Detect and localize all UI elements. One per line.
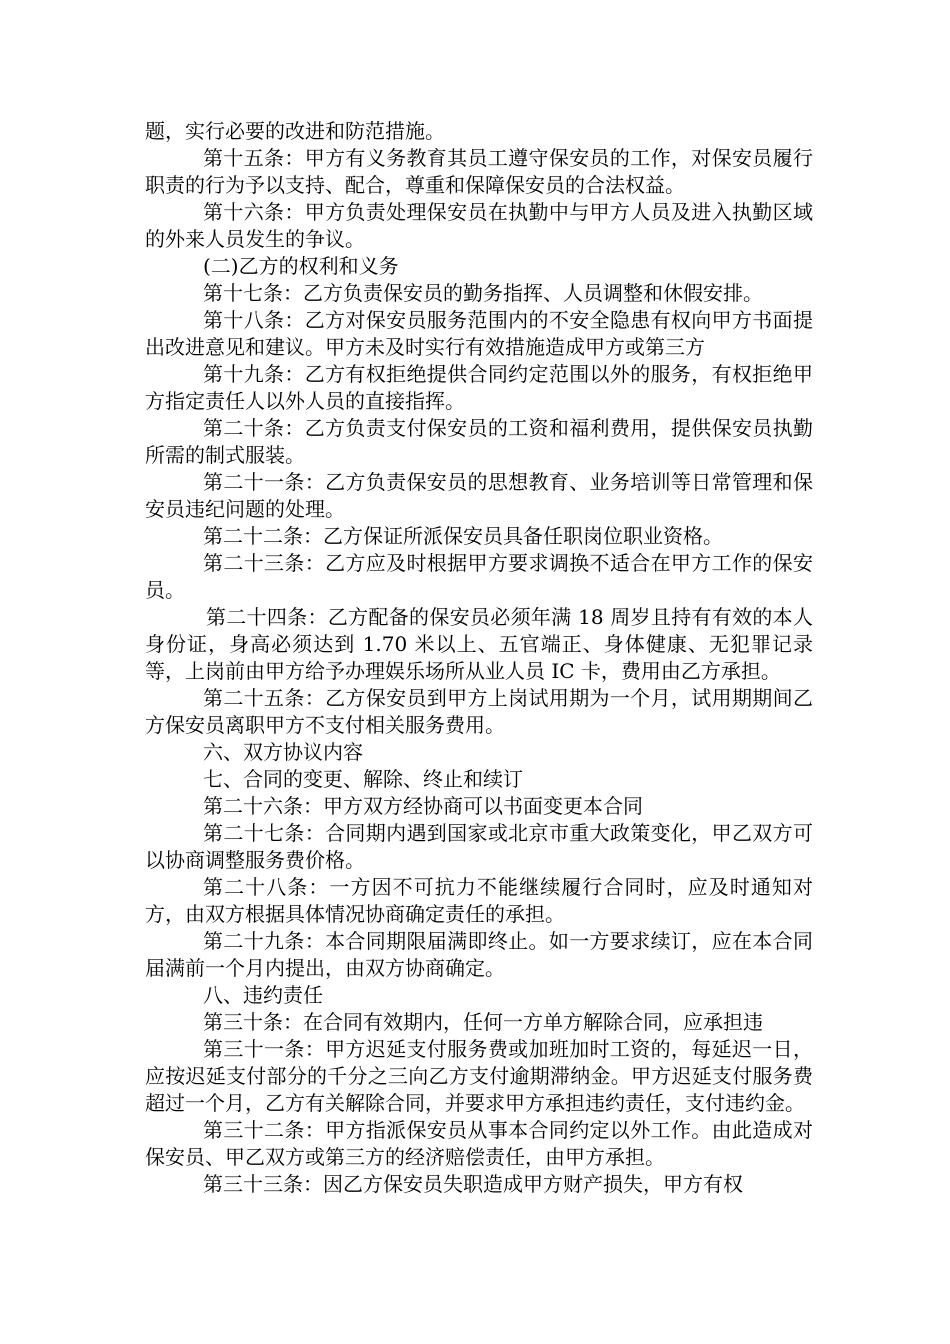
section-heading-party-b-rights: (二)乙方的权利和义务: [203, 254, 399, 278]
article-26: 第二十六条：甲方双方经协商可以书面变更本合同: [203, 794, 643, 818]
article-23: 第二十三条：乙方应及时根据甲方要求调换不适合在甲方工作的保安员。: [145, 551, 813, 602]
section-heading-liability: 八、违约责任: [203, 983, 323, 1007]
article-25: 第二十五条：乙方保安员到甲方上岗试用期为一个月，试用期期间乙方保安员离职甲方不支付相关服务费用。: [145, 686, 813, 737]
section-heading-contract-changes: 七、合同的变更、解除、终止和续订: [203, 767, 523, 791]
article-17: 第十七条：乙方负责保安员的勤务指挥、人员调整和休假安排。: [203, 281, 763, 305]
article-29: 第二十九条：本合同期限届满即终止。如一方要求续订，应在本合同届满前一个月内提出，由双方协商确定。: [145, 929, 813, 980]
article-21: 第二十一条：乙方负责保安员的思想教育、业务培训等日常管理和保安员违纪问题的处理。: [145, 470, 813, 521]
article-16: 第十六条：甲方负责处理保安员在执勤中与甲方人员及进入执勤区域的外来人员发生的争议。: [145, 200, 813, 251]
article-20: 第二十条：乙方负责支付保安员的工资和福利费用，提供保安员执勤所需的制式服装。: [145, 416, 813, 467]
article-15: 第十五条：甲方有义务教育其员工遵守保安员的工作，对保安员履行职责的行为予以支持、配合，尊重和保障保安员的合法权益。: [145, 146, 813, 197]
article-28: 第二十八条：一方因不可抗力不能继续履行合同时，应及时通知对方，由双方根据具体情况协商确定责任的承担。: [145, 875, 813, 926]
article-22: 第二十二条：乙方保证所派保安员具备任职岗位职业资格。: [203, 524, 723, 548]
article-27: 第二十七条：合同期内遇到国家或北京市重大政策变化，甲乙双方可以协商调整服务费价格。: [145, 821, 813, 872]
section-heading-agreement: 六、双方协议内容: [203, 740, 363, 764]
article-30: 第三十条：在合同有效期内，任何一方单方解除合同，应承担违: [203, 1010, 763, 1034]
document-page: [145, 118, 813, 1198]
article-32: 第三十二条：甲方指派保安员从事本合同约定以外工作。由此造成对保安员、甲乙双方或第三方的经济赔偿责任，由甲方承担。: [145, 1118, 813, 1169]
article-19: 第十九条：乙方有权拒绝提供合同约定范围以外的服务，有权拒绝甲方指定责任人以外人员的直接指挥。: [145, 362, 813, 413]
paragraph-1: 题，实行必要的改进和防范措施。: [145, 119, 445, 143]
article-33: 第三十三条：因乙方保安员失职造成甲方财产损失，甲方有权: [203, 1172, 743, 1196]
article-18: 第十八条：乙方对保安员服务范围内的不安全隐患有权向甲方书面提出改进意见和建议。甲方未及时实行有效措施造成甲方或第三方: [145, 308, 813, 359]
article-24: 第二十四条：乙方配备的保安员必须年满 18 周岁且持有有效的本人身份证，身高必须达到 1.70 米以上、五官端正、身体健康、无犯罪记录等，上岗前由甲方给予办理娱乐场所从业人员 IC 卡，费用由乙方承担。: [145, 605, 813, 683]
article-31: 第三十一条：甲方迟延支付服务费或加班加时工资的，每延迟一日，应按迟延支付部分的千分之三向乙方支付逾期滞纳金。甲方迟延支付服务费超过一个月，乙方有关解除合同，并要求甲方承担违约责任，支付违约金。: [145, 1037, 813, 1115]
